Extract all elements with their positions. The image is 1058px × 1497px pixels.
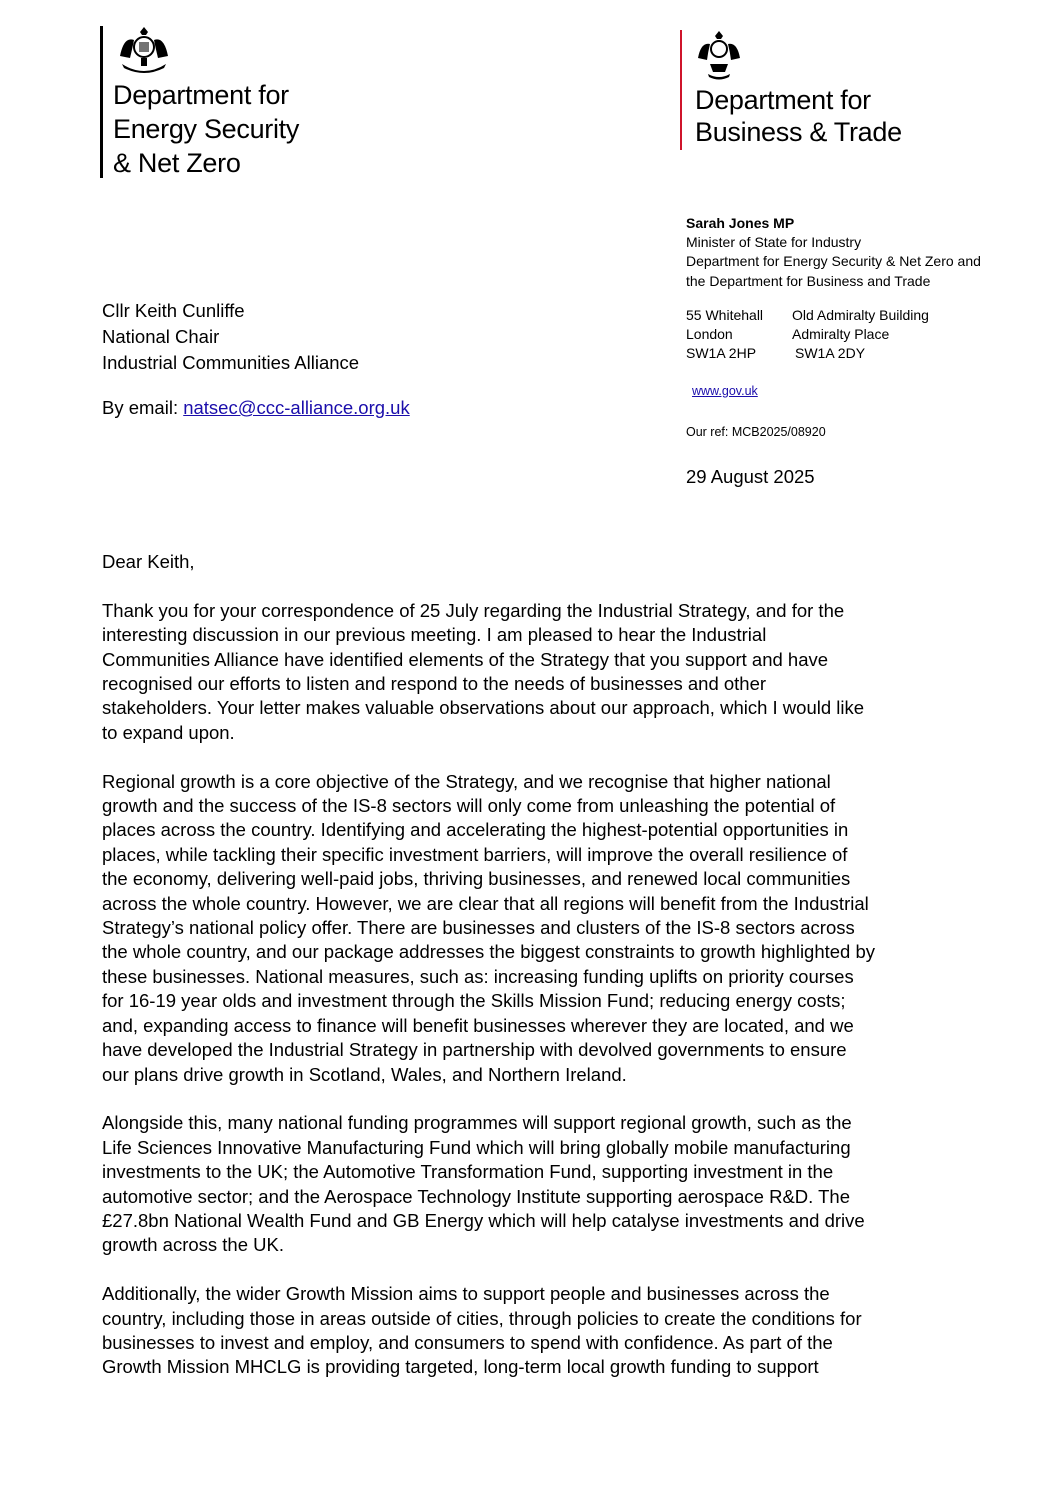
royal-coat-of-arms-icon (694, 30, 744, 82)
text-line: growth and the success of the IS-8 sectors will only come from unleashing the potential of (102, 795, 836, 817)
recipient-block (102, 298, 359, 376)
sender-block (686, 214, 981, 291)
sender-name: Sarah Jones MP (686, 215, 795, 231)
text-line: have developed the Industrial Strategy in partnership with devolved governments to ensure (102, 1039, 847, 1061)
text-line: Growth Mission MHCLG is providing targeted, long-term local growth funding to support (102, 1356, 819, 1378)
sender-department: Department for Energy Security & Net Zero and (686, 253, 981, 270)
text-line: Communities Alliance have identified elements of the Strategy that you support and have (102, 648, 829, 670)
text-line: investments to the UK; the Automotive Transformation Fund, supporting investment in the (102, 1161, 834, 1183)
address-line: Old Admiralty Building (792, 307, 929, 323)
text-line: the whole country, and our package addresses the biggest constraints to growth highlighted by (102, 941, 876, 963)
text-line: to expand upon. (102, 721, 235, 743)
logo-rule (680, 30, 682, 150)
by-email-line (102, 397, 410, 419)
text-line: the economy, delivering well-paid jobs, thriving businesses, and renewed local communities (102, 868, 851, 890)
department-name (695, 84, 902, 148)
text-line: our plans drive growth in Scotland, Wales, and Northern Ireland. (102, 1063, 627, 1085)
text-line: and, expanding access to finance will benefit businesses wherever they are located, and we (102, 1014, 854, 1036)
email-link[interactable]: natsec@ccc-alliance.org.uk (183, 397, 410, 418)
text-line: growth across the UK. (102, 1234, 284, 1256)
recipient-organisation: Industrial Communities Alliance (102, 352, 360, 373)
salutation: Dear Keith, (102, 551, 195, 572)
text-line: stakeholders. Your letter makes valuable observations about our approach, which I would like (102, 697, 865, 719)
address-line: SW1A 2DY (795, 345, 866, 361)
dept-line: & Net Zero (113, 148, 241, 178)
text-line: places across the country. Identifying and accelerating the highest-potential opportunities in (102, 819, 849, 841)
paragraph-1 (102, 599, 1002, 745)
sender-title: Minister of State for Industry (686, 234, 862, 251)
address-line: Admiralty Place (792, 326, 890, 342)
address-line: London (686, 326, 733, 342)
text-line: recognised our efforts to listen and respond to the needs of businesses and other (102, 673, 767, 695)
desnz-logo (100, 26, 360, 181)
logo-rule (100, 26, 103, 178)
dept-line: Department for (113, 80, 289, 110)
department-name (113, 78, 299, 180)
text-line: these businesses. National measures, such as: increasing funding uplifts on priority courses (102, 965, 854, 987)
text-line: businesses to invest and employ, and consumers to spend with confidence. As part of the (102, 1331, 833, 1353)
text-line: automotive sector; and the Aerospace Technology Institute supporting aerospace R&D. The (102, 1185, 850, 1207)
dept-line: Department for (695, 85, 871, 115)
dept-line: Energy Security (113, 114, 300, 144)
text-line: Regional growth is a core objective of the Strategy, and we recognise that higher national (102, 770, 831, 792)
text-line: Alongside this, many national funding programmes will support regional growth, such as the (102, 1112, 852, 1134)
text-line: Strategy’s national policy offer. There are businesses and clusters of the IS-8 sectors across (102, 917, 855, 939)
text-line: Life Sciences Innovative Manufacturing Fund which will bring globally mobile manufacturing (102, 1136, 851, 1158)
text-line: interesting discussion in our previous meeting. I am pleased to hear the Industrial (102, 624, 767, 646)
text-line: for 16-19 year olds and investment through the Skills Mission Fund; reducing energy costs; (102, 990, 846, 1012)
website-link[interactable]: www.gov.uk (692, 384, 758, 398)
letter-body (102, 550, 1002, 1404)
paragraph-4 (102, 1282, 1002, 1380)
email-label: By email: (102, 397, 184, 418)
address-whitehall (686, 306, 763, 363)
dbt-logo (680, 30, 980, 155)
paragraph-3 (102, 1111, 1002, 1257)
dept-line: Business & Trade (695, 117, 902, 147)
address-line: SW1A 2HP (686, 345, 757, 361)
text-line: places, while tackling their specific investment barriers, will improve the overall resilience of (102, 843, 848, 865)
recipient-title: National Chair (102, 326, 220, 347)
text-line: Additionally, the wider Growth Mission aims to support people and businesses across the (102, 1283, 830, 1305)
address-line: 55 Whitehall (686, 307, 764, 323)
reference-number: Our ref: MCB2025/08920 (686, 425, 826, 439)
address-admiralty (792, 306, 929, 363)
recipient-name: Cllr Keith Cunliffe (102, 300, 245, 321)
text-line: across the whole country. However, we are clear that all regions will benefit from the Industrial (102, 892, 869, 914)
sender-department: the Department for Business and Trade (686, 272, 931, 289)
royal-coat-of-arms-icon (114, 26, 174, 76)
text-line: Thank you for your correspondence of 25 July regarding the Industrial Strategy, and for the (102, 599, 845, 621)
letter-date: 29 August 2025 (686, 466, 815, 487)
text-line: country, including those in areas outside of cities, through policies to create the conditions for (102, 1307, 862, 1329)
text-line: £27.8bn National Wealth Fund and GB Energy which will help catalyse investments and drive (102, 1209, 865, 1231)
paragraph-2 (102, 770, 1002, 1087)
